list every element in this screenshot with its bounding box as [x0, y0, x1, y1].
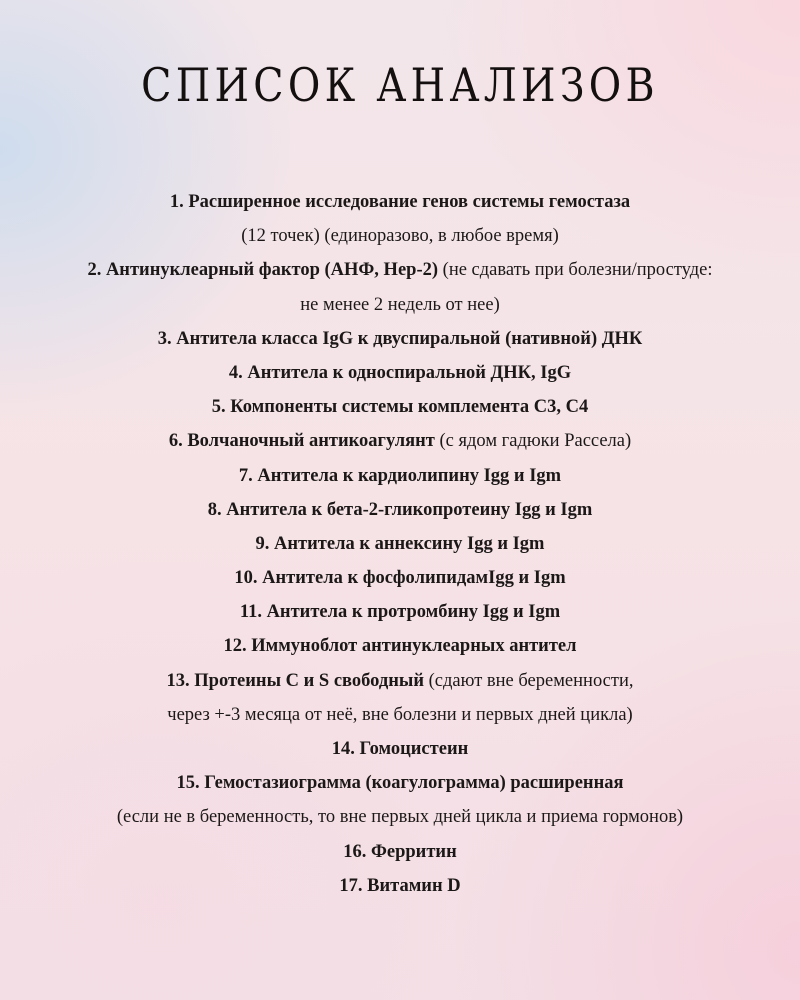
- item-name: 4. Антитела к односпиральной ДНК, IgG: [228, 362, 572, 383]
- list-line: [0, 253, 800, 287]
- list-line: [0, 595, 800, 629]
- item-name: 17. Витамин D: [339, 875, 461, 896]
- list-line: [0, 664, 800, 698]
- item-name: 1. Расширенное исследование генов системы гемостаза: [169, 192, 631, 212]
- item-name: 3. Антитела класса IgG к двуспиральной (нативной) ДНК: [157, 328, 643, 349]
- list-line: [0, 766, 800, 800]
- list-line: [0, 322, 800, 356]
- item-note: (12 точек) (единоразово, в любое время): [241, 226, 559, 247]
- list-line: [0, 527, 800, 561]
- item-name: 6. Волчаночный антикоагулянт: [168, 431, 435, 452]
- item-note: (не сдавать при болезни/простуде:: [438, 260, 713, 281]
- list-line: [0, 356, 800, 390]
- list-line: [0, 493, 800, 527]
- item-name: 10. Антитела к фосфолипидамIgg и Igm: [234, 568, 566, 589]
- item-name: 9. Антитела к аннексину Igg и Igm: [255, 533, 545, 554]
- item-name: 7. Антитела к кардиолипину Igg и Igm: [238, 465, 562, 486]
- item-note: (сдают вне беременности,: [424, 670, 634, 691]
- item-name: 2. Антинуклеарный фактор (АНФ, Hep-2): [87, 260, 439, 281]
- list-line: [0, 629, 800, 663]
- analysis-list: [0, 185, 800, 903]
- list-line: [0, 561, 800, 595]
- list-line: [0, 732, 800, 766]
- list-line: [0, 869, 800, 903]
- list-line: [0, 424, 800, 458]
- list-line: [0, 219, 800, 253]
- list-line: [0, 185, 800, 219]
- item-note: не менее 2 недель от нее): [300, 294, 500, 315]
- item-name: 5. Компоненты системы комплемента С3, С4: [211, 397, 589, 418]
- item-name: 11. Антитела к протромбину Igg и Igm: [239, 602, 561, 623]
- item-note: (если не в беременность, то вне первых дней цикла и приема гормонов): [116, 807, 684, 828]
- list-line: [0, 288, 800, 322]
- list-line: [0, 698, 800, 732]
- item-note: через +-3 месяца от неё, вне болезни и первых дней цикла): [167, 704, 633, 725]
- item-name: 15. Гемостазиограмма (коагулограмма) расширенная: [176, 773, 624, 794]
- page-title: СПИСОК АНАЛИЗОВ: [141, 58, 659, 112]
- item-name: 8. Антитела к бета-2-гликопротеину Igg и Igm: [207, 499, 593, 520]
- item-note: (с ядом гадюки Рассела): [434, 431, 632, 452]
- item-name: 12. Иммуноблот антинуклеарных антител: [223, 636, 577, 657]
- list-line: [0, 390, 800, 424]
- list-line: [0, 800, 800, 834]
- list-line: [0, 459, 800, 493]
- item-name: 14. Гомоцистеин: [331, 739, 469, 759]
- list-line: [0, 835, 800, 869]
- item-name: 13. Протеины С и S свободный: [166, 670, 424, 691]
- item-name: 16. Ферритин: [343, 841, 457, 862]
